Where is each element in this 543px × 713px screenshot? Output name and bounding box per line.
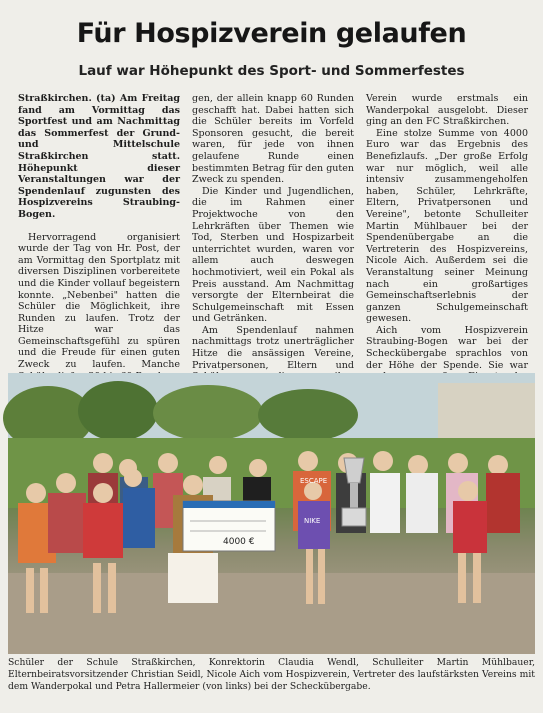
column-2 [192,93,354,371]
paragraph: Eine stolze Summe von 4000 Euro war das Ergebnis des Benefizlaufs. „Der große Erfolg war nur möglich, weil alle intensiv zusammengeholfen haben, Schüler, Lehrkräfte, Eltern, Privatpersonen und Vereine", betonte Schulleiter Martin Mühlbauer bei der Spendenübergabe an die Vertreterin des Hospizvereins, Nicole Aich. Außerdem sei die Veranstaltung seiner Meinung nach ein großartiges Gemeinschaftserlebnis der ganzen Schulgemeinschaft gewesen. [366,127,528,325]
subheadline: Lauf war Höhepunkt des Sport- und Sommerfestes [78,63,465,79]
shirt-text: NIKE [304,517,321,525]
paragraph: Hervorragend organisiert wurde der Tag von Hr. Post, der am Vormittag den Sportplatz mit diversen Disziplinen vorbereitete und die Kinder vollauf begeistern konnte. „Nebenbei" hatten die Schüler die Möglichkeit, ihre Runden zu laufen. Trotz der Hitze war das Gemeinschaftsgefühl zu spüren und die Freude für einen guten Zweck zu laufen. Manche [18,231,180,371]
paragraph-intro: Straßkirchen. (ta) Am Freitag fand am Vormittag das Sportfest und am Nachmittag das Sommerfest der Grund- und Mittelschule Straßkirchen statt. Höhepunkt dieser Veranstaltungen war der Spendenlauf zugunsten des Hospizvereins Straubing-Bogen. [18,93,180,220]
donation-check [183,501,275,551]
column-3 [366,93,528,371]
paragraph: Die Kinder und Jugendlichen, die im Rahmen einer Projektwoche von den Lehrkräften über Themen wie Tod, Sterben und Hospizarbeit unterrichtet wurden, waren vor allem auch deswegen hochmotiviert, weil ein Pokal als Preis ausstand. Am Nachmittag versorgte der Elternbeirat die Schulgemeinschaft mit Essen und Getränken. [192,185,354,325]
check-amount: 4000 € [223,537,255,547]
paragraph: Verein wurde erstmals ein Wanderpokal ausgelobt. Dieser ging an den FC Straßkirchen. [366,93,528,128]
article-body [18,93,528,371]
headline: Für Hospizverein gelaufen [76,18,467,49]
shirt-text: ESCAPE [300,477,328,485]
paragraph: Am Spendenlauf nahmen nachmittags trotz unerträglicher Hitze die ansässigen Vereine, Privatpersonen, Eltern und [192,324,354,371]
paragraph: gen, der allein knapp 60 Runden geschafft hat. Dabei hatten sich die Schüler bereits im Vorfeld Sponsoren gesucht, die bereit waren, für jede von ihnen gelaufene Runde einen bestimmten Betrag für den guten Zweck zu spenden. [192,93,354,186]
group-photo-illustration [8,373,535,654]
column-1 [18,93,180,371]
group-photo [8,373,535,654]
paragraph: Aich vom Hospizverein Straubing-Bogen war bei der Scheckübergabe sprachlos von der Höhe der Spende. Sie war [366,324,528,371]
photo-caption: Schüler der Schule Straßkirchen, Konrektorin Claudia Wendl, Schulleiter Martin Mühlbauer, Elternbeiratsvorsitzender Christian Seidl, Nicole Aich vom Hospizverein, Vertreter des laufstärksten Vereins mit dem Wanderpokal und Petra Hallermeier (von links) bei der Scheckübergabe. [8,657,535,692]
